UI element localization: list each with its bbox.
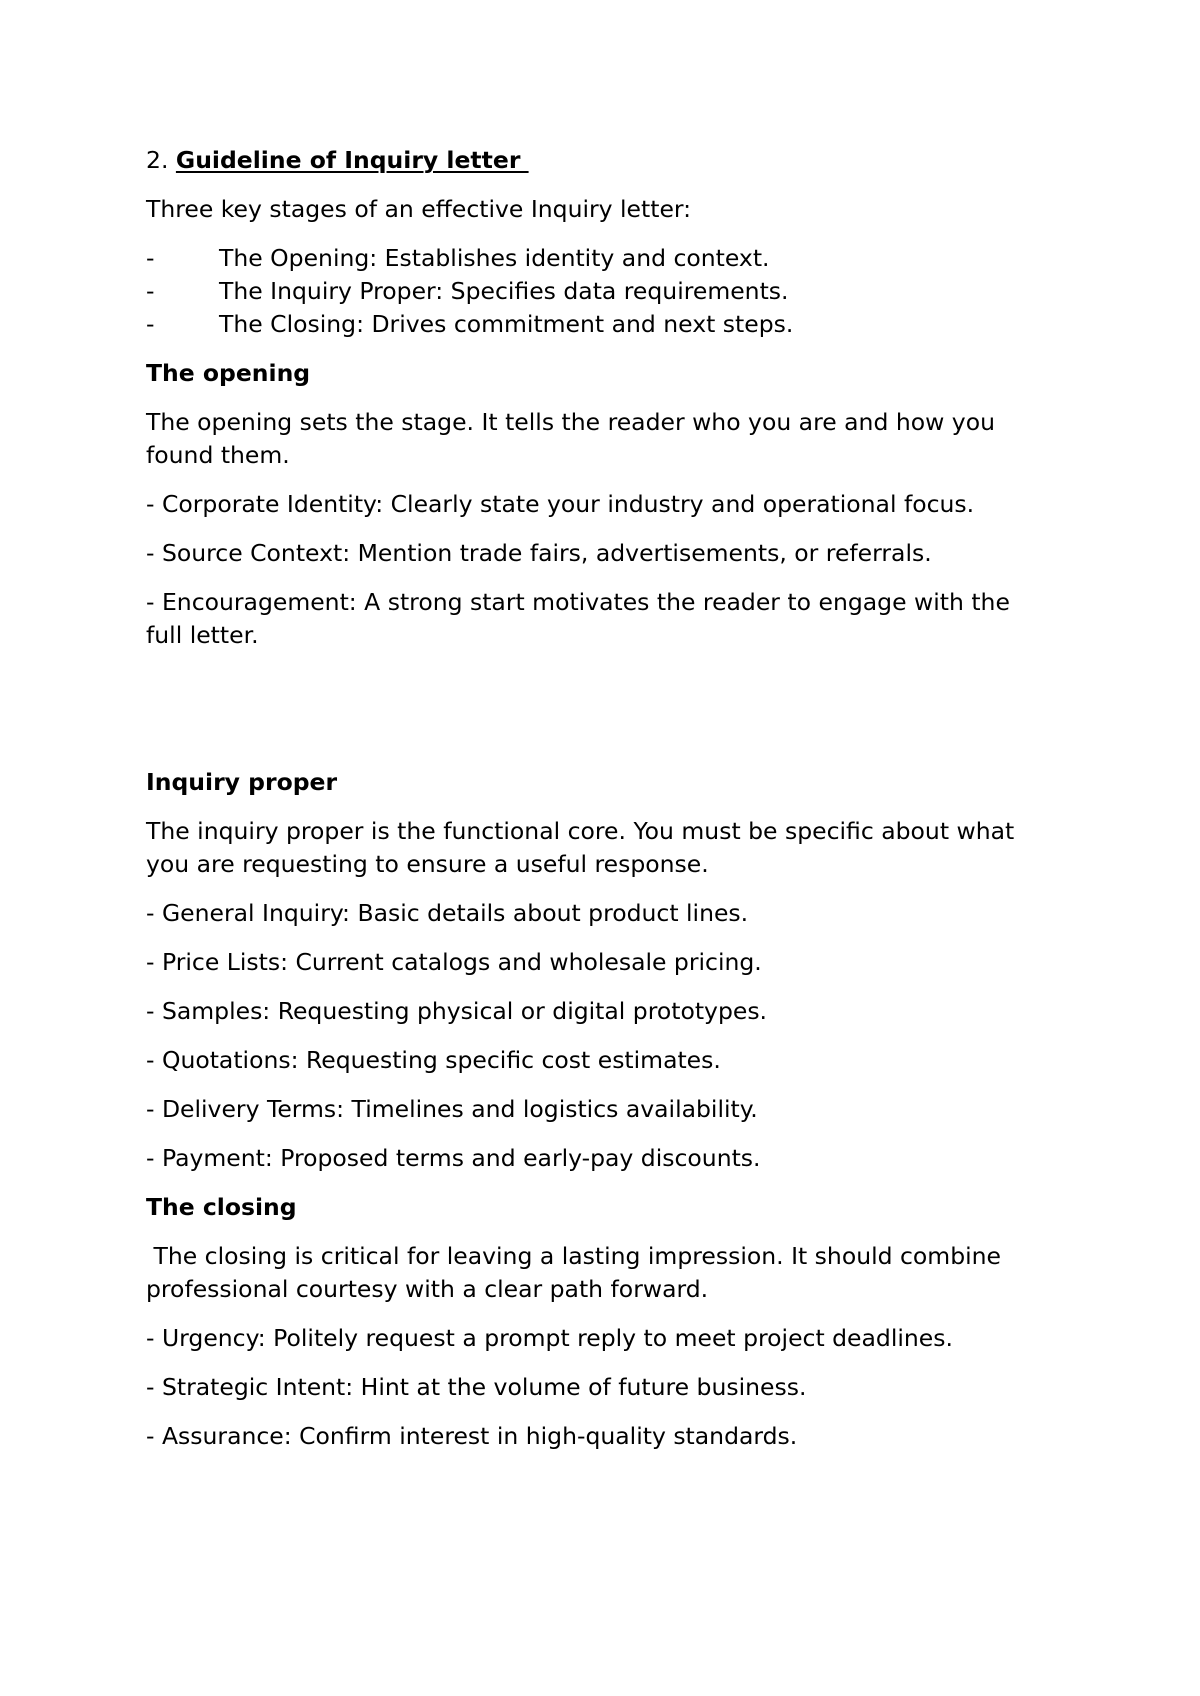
opening-point-continuation: full letter. [146, 621, 259, 649]
section-title-text: Guideline of Inquiry letter [175, 146, 529, 174]
opening-paragraph-line: The opening sets the stage. It tells the reader who you are and how you [146, 408, 995, 436]
inquiry-heading: Inquiry proper [146, 768, 338, 796]
inquiry-point: - Samples: Requesting physical or digital prototypes. [146, 997, 768, 1025]
inquiry-point: - General Inquiry: Basic details about product lines. [146, 899, 749, 927]
section-title [146, 144, 529, 177]
inquiry-paragraph-line: The inquiry proper is the functional core. You must be specific about what [146, 817, 1015, 845]
stage-text: The Closing: Drives commitment and next steps. [219, 310, 794, 338]
section-number: 2. [146, 146, 169, 174]
closing-paragraph-line: professional courtesy with a clear path forward. [146, 1275, 709, 1303]
stage-item [146, 275, 1046, 308]
intro-text: Three key stages of an effective Inquiry letter: [146, 195, 692, 223]
inquiry-point: - Payment: Proposed terms and early-pay discounts. [146, 1144, 761, 1172]
list-dash: - [146, 310, 155, 338]
inquiry-paragraph-line: you are requesting to ensure a useful response. [146, 850, 709, 878]
opening-point: - Corporate Identity: Clearly state your industry and operational focus. [146, 490, 975, 518]
inquiry-point: - Price Lists: Current catalogs and wholesale pricing. [146, 948, 762, 976]
list-dash: - [146, 277, 155, 305]
closing-point: - Strategic Intent: Hint at the volume of future business. [146, 1373, 807, 1401]
closing-point: - Urgency: Politely request a prompt reply to meet project deadlines. [146, 1324, 953, 1352]
closing-heading: The closing [146, 1193, 297, 1221]
opening-heading: The opening [146, 359, 311, 387]
inquiry-point: - Quotations: Requesting specific cost estimates. [146, 1046, 721, 1074]
list-dash: - [146, 244, 155, 272]
stage-item [146, 242, 1046, 275]
closing-point: - Assurance: Confirm interest in high-quality standards. [146, 1422, 798, 1450]
opening-point: - Encouragement: A strong start motivates the reader to engage with the [146, 588, 1010, 616]
stage-text: The Opening: Establishes identity and context. [219, 244, 770, 272]
closing-paragraph-line: The closing is critical for leaving a lasting impression. It should combine [146, 1242, 1001, 1270]
stage-text: The Inquiry Proper: Specifies data requirements. [219, 277, 789, 305]
inquiry-point: - Delivery Terms: Timelines and logistics availability. [146, 1095, 758, 1123]
stage-item [146, 308, 1046, 341]
opening-point: - Source Context: Mention trade fairs, advertisements, or referrals. [146, 539, 932, 567]
opening-paragraph-line: found them. [146, 441, 290, 469]
